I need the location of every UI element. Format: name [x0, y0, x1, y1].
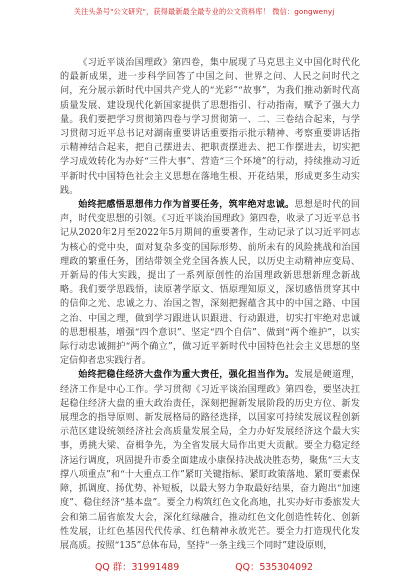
- qq-group-label: QQ 群：: [94, 562, 132, 573]
- paragraph-text: 思想是时代的回声，时代变思想的引领。《习近平谈治国理政》第四卷，收录了习近平总书记从2020年2月至2022年5月期间的重要著作，生动记录了以习近平同志为核心的党中央，面对复杂多变的国际形势、前所未有的风险挑战和治国理政的繁重任务，团结带领全党全国各族人民，以历史主动精神应变局、开新局的伟大实践，提出了一系列原创性的治国理政新思想新理念新战略。我们要学思践悟，读原著学原文、悟原理知原义，深切感悟贯穿其中的信仰之光、忠诚之力、治国之智，深刻把握蕴含其中的中国之路、中国之治、中国之理，做到学习跟进认识跟进、行动跟进，切实打牢绝对忠诚的思想根基，增强“四个意识”、坚定“四个自信”、做到“两个维护”，以实际行动忠诚拥护“两个确立”，做习近平新时代中国特色社会主义思想的坚定信仰者忠实践行者。: [60, 200, 360, 367]
- paragraph-economy: [60, 368, 360, 553]
- paragraph-text: 发展是硬道理，经济工作是中心工作。学习贯彻《习近平谈治国理政》第四卷，要坚决扛起稳住经济大盘的重大政治责任，深刻把握新发展阶段的历史方位、新发展理念的指导原则、新发展格局的路径选择，以国家可持续发展议程创新示范区建设统领经济社会高质量发展全局，全力办好发展经济这个最大实事，勇挑大梁、奋楫争先，为全省发展大局作出更大贡献。要全力稳定经济运行调度，巩固提升市委全面建成小康保持决战决胜态势，聚焦“三大支撑八项重点”和“十大重点工作”紧盯关键指标、紧盯政策落地、紧盯要素保障，抓调度、扬优势、补短板，以最大努力争取最好结果，奋力跑出“加速度”、稳住经济“基本盘”。要全力构筑红色文化高地，扎实办好市委旅发大会和第二届省旅发大会，深化红绿融合，推动红色文化创造性转化、创新性发展，让红色基因代代传承、红色精神永放光芒。要全力打造现代化发展高质。按照“135”总体布局，坚持“一条主线三个同时”建设原则，: [60, 370, 360, 551]
- paragraph-intro: [60, 56, 360, 198]
- paragraph-loyalty: [60, 198, 360, 368]
- footer-qq-group: [95, 559, 179, 573]
- qq-group-number: 31991489: [131, 562, 180, 573]
- paragraph-text: 《习近平谈治国理政》第四卷，集中展现了马克思主义中国化时代化的最新成果，进一步科学回答了中国之问、世界之问、人民之问时代之问，充分展示新时代中国共产党人的“光彩”“故事”，为我们推动新时代高质量发展、建设现代化新国家提供了思想指引、行动指南，赋予了强大力量。我们要把学习贯彻第四卷与学习贯彻第一、二、三卷结合起来，与学习贯彻习近平总书记对湖南重要讲话重要指示批示精神、考察重要讲话指示精神结合起来，把自己摆进去、把职责摆进去、把工作摆进去，切实把学习成效转化为办好“三件大事”、营造“三个环境”的行动，持续推动习近平新时代中国特色社会主义思想在落地生根、开花结果，形成更多生动实践。: [60, 58, 360, 196]
- qq-label: QQ：: [235, 562, 260, 573]
- paragraph-lead: 始终把感悟思想伟力作为首要任务，筑牢绝对忠诚。: [78, 199, 295, 211]
- footer-qq: [235, 559, 313, 573]
- header-banner: 关注头条号"公文研究"，获得最新最全最专业的公文资料库！ 微信：gongwenyj: [73, 7, 335, 16]
- qq-number: 535304092: [259, 562, 314, 573]
- document-body: [60, 56, 360, 553]
- footer-contacts: [0, 559, 408, 573]
- paragraph-lead: 始终把稳住经济大盘作为重大责任，强化担当作为。: [78, 369, 295, 381]
